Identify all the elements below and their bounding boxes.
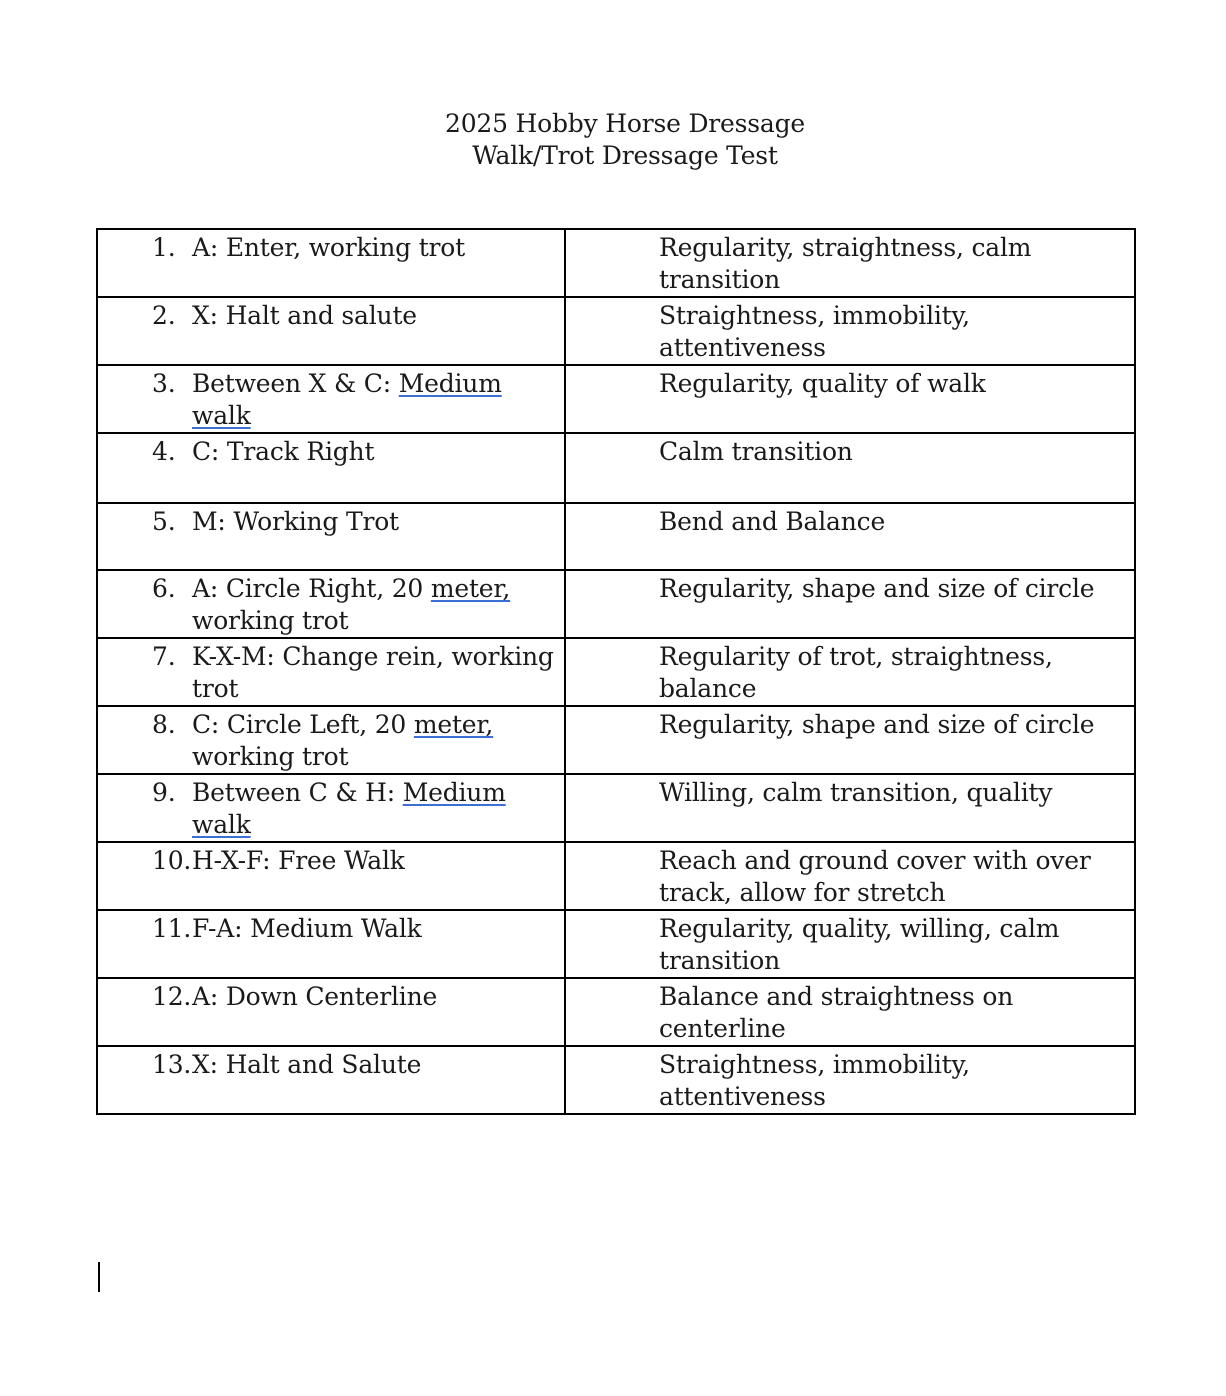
- movement-text-prefix: Between X & C:: [192, 369, 399, 398]
- movement-number: 13.: [152, 1050, 192, 1079]
- table-row: [97, 570, 1135, 638]
- spellcheck-underlined-text[interactable]: meter,: [413, 710, 494, 739]
- movement-text: K-X-M: Change rein, working trot: [192, 642, 554, 703]
- text-cursor: [98, 1262, 100, 1292]
- movement-text: [192, 573, 556, 637]
- criteria-text: Balance and straightness on centerline: [659, 982, 1014, 1043]
- table-row: [97, 910, 1135, 978]
- criteria-cell[interactable]: [565, 706, 1135, 774]
- dressage-test-table: [96, 228, 1136, 1115]
- movement-cell[interactable]: [97, 503, 565, 570]
- spellcheck-underlined-text[interactable]: meter,: [430, 574, 511, 603]
- table-row: [97, 978, 1135, 1046]
- table-row: [97, 433, 1135, 503]
- movement-cell[interactable]: [97, 842, 565, 910]
- table-row: [97, 365, 1135, 433]
- movement-text: [192, 368, 556, 432]
- movement-number: 8.: [152, 710, 176, 739]
- criteria-text: Straightness, immobility, attentiveness: [659, 301, 970, 362]
- criteria-text: Regularity of trot, straightness, balance: [659, 642, 1053, 703]
- table-row: [97, 842, 1135, 910]
- criteria-cell[interactable]: [565, 774, 1135, 842]
- criteria-text: Reach and ground cover with over track, allow for stretch: [659, 846, 1091, 907]
- movement-number: 5.: [152, 507, 176, 536]
- criteria-cell[interactable]: [565, 638, 1135, 706]
- table-row: [97, 229, 1135, 297]
- spellcheck-underlined-text[interactable]: Medium walk: [192, 778, 506, 839]
- movement-cell[interactable]: [97, 638, 565, 706]
- movement-cell[interactable]: [97, 1046, 565, 1114]
- movement-text: C: Track Right: [192, 437, 375, 466]
- title-line-1: 2025 Hobby Horse Dressage: [444, 109, 806, 138]
- movement-number: 4.: [152, 437, 176, 466]
- movement-text-suffix: working trot: [192, 606, 349, 635]
- criteria-text: Regularity, quality of walk: [659, 369, 986, 398]
- criteria-cell[interactable]: [565, 910, 1135, 978]
- criteria-text: Bend and Balance: [659, 507, 886, 536]
- movement-text: A: Down Centerline: [192, 982, 438, 1011]
- movement-number: 9.: [152, 778, 176, 807]
- movement-text: X: Halt and salute: [192, 301, 417, 330]
- criteria-text: Straightness, immobility, attentiveness: [659, 1050, 970, 1111]
- movement-number: 3.: [152, 369, 176, 398]
- criteria-text: Regularity, quality, willing, calm transition: [659, 914, 1060, 975]
- table-row: [97, 638, 1135, 706]
- movement-number: 1.: [152, 233, 176, 262]
- movement-number: 11.: [152, 914, 192, 943]
- movement-number: 12.: [152, 982, 192, 1011]
- movement-cell[interactable]: [97, 978, 565, 1046]
- title-line-2: Walk/Trot Dressage Test: [472, 141, 778, 170]
- criteria-text: Regularity, straightness, calm transition: [659, 233, 1032, 294]
- movement-text-suffix: working trot: [192, 742, 349, 771]
- movement-text: H-X-F: Free Walk: [192, 846, 405, 875]
- movement-text-prefix: A: Circle Right, 20: [192, 574, 431, 603]
- criteria-cell[interactable]: [565, 365, 1135, 433]
- criteria-text: Willing, calm transition, quality: [659, 778, 1053, 807]
- movement-text-prefix: Between C & H:: [192, 778, 403, 807]
- movement-number: 7.: [152, 642, 176, 671]
- table-row: [97, 1046, 1135, 1114]
- movement-text: F-A: Medium Walk: [192, 914, 422, 943]
- movement-text-prefix: C: Circle Left, 20: [192, 710, 414, 739]
- criteria-cell[interactable]: [565, 503, 1135, 570]
- movement-text: [192, 709, 556, 773]
- movement-cell[interactable]: [97, 910, 565, 978]
- movement-text: [192, 777, 556, 841]
- movement-text: M: Working Trot: [192, 507, 399, 536]
- criteria-text: Regularity, shape and size of circle: [659, 710, 1095, 739]
- criteria-cell[interactable]: [565, 433, 1135, 503]
- movement-cell[interactable]: [97, 229, 565, 297]
- criteria-cell[interactable]: [565, 570, 1135, 638]
- table-row: [97, 503, 1135, 570]
- movement-number: 6.: [152, 574, 176, 603]
- movement-cell[interactable]: [97, 570, 565, 638]
- movement-text: A: Enter, working trot: [192, 233, 466, 262]
- criteria-cell[interactable]: [565, 842, 1135, 910]
- table-row: [97, 297, 1135, 365]
- movement-cell[interactable]: [97, 706, 565, 774]
- criteria-cell[interactable]: [565, 978, 1135, 1046]
- criteria-text: Regularity, shape and size of circle: [659, 574, 1095, 603]
- movement-cell[interactable]: [97, 433, 565, 503]
- movement-cell[interactable]: [97, 297, 565, 365]
- movement-cell[interactable]: [97, 774, 565, 842]
- criteria-cell[interactable]: [565, 1046, 1135, 1114]
- movement-number: 2.: [152, 301, 176, 330]
- movement-number: 10.: [152, 846, 192, 875]
- table-row: [97, 774, 1135, 842]
- document-title: [0, 108, 1226, 172]
- criteria-cell[interactable]: [565, 297, 1135, 365]
- spellcheck-underlined-text[interactable]: Medium walk: [192, 369, 502, 430]
- movement-text: X: Halt and Salute: [192, 1050, 422, 1079]
- criteria-cell[interactable]: [565, 229, 1135, 297]
- criteria-text: Calm transition: [659, 437, 853, 466]
- movement-cell[interactable]: [97, 365, 565, 433]
- table-row: [97, 706, 1135, 774]
